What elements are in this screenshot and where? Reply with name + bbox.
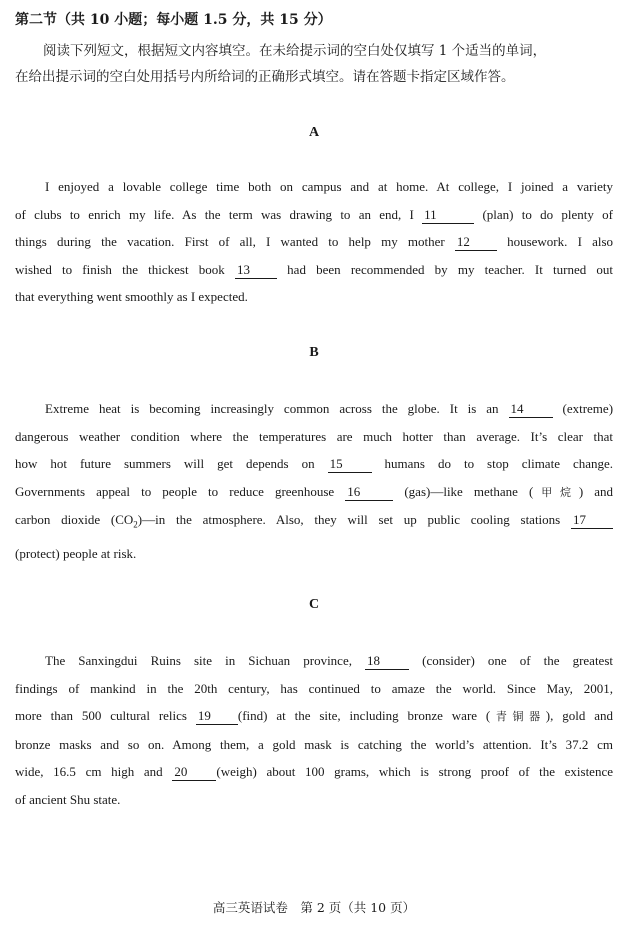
- text: things during the vacation. First of all, I wanted to help my mother: [15, 234, 445, 250]
- passage-a-heading: A: [308, 125, 320, 140]
- text: (plan) to do plenty of: [482, 206, 614, 222]
- text: (find) at the site, including bronze ware (: [237, 708, 491, 724]
- text: (gas)—like methane (: [404, 483, 534, 499]
- text: ), gold and: [545, 708, 614, 724]
- passage-b-heading: B: [309, 345, 319, 360]
- blank-11[interactable]: 11: [422, 207, 474, 224]
- blank-14[interactable]: 14: [509, 401, 553, 418]
- passage-c-heading: C: [308, 597, 320, 612]
- passage-c-line-1: [15, 647, 613, 675]
- section-title: 第二节（共 10 小题；每小题 1.5 分，共 15 分）: [15, 12, 332, 28]
- passage-b-line-6: (protect) people at risk.: [15, 545, 137, 561]
- text: of clubs to enrich my life. As the term was drawing to an end, I: [15, 206, 414, 222]
- passage-a: [15, 173, 613, 311]
- blank-16[interactable]: 16: [345, 484, 393, 501]
- text: how hot future summers will get depends on: [15, 456, 315, 472]
- text: carbon dioxide (CO: [15, 512, 134, 528]
- text: (extreme): [562, 401, 614, 416]
- passage-b-line-1: [15, 395, 613, 423]
- text: humans do to stop climate change.: [384, 456, 614, 472]
- subscript: 2: [133, 519, 138, 530]
- passage-b-line-5: [15, 506, 613, 539]
- passage-c-line-3: [15, 702, 613, 731]
- blank-20[interactable]: 20: [172, 764, 216, 781]
- passage-c-line-4: bronze masks and so on. Among them, a gold mask is catching the world’s attention. It’s 37.2 cm: [15, 736, 613, 752]
- passage-a-line-1: I enjoyed a lovable college time both on campus and at home. At college, I joined a variety: [45, 179, 613, 194]
- text: wide, 16.5 cm high and: [15, 764, 163, 780]
- text: housework. I also: [507, 234, 614, 250]
- text: Extreme heat is becoming increasingly common across the globe. It is an: [45, 401, 499, 416]
- passage-b-line-4: [15, 478, 613, 507]
- instruction-line-2: 在给出提示词的空白处用括号内所给词的正确形式填空。请在答题卡指定区域作答。: [15, 69, 515, 85]
- blank-18[interactable]: 18: [365, 653, 409, 670]
- section-instructions: [15, 38, 613, 90]
- text: (weigh) about 100 grams, which is strong proof of the existence: [216, 764, 613, 780]
- passage-b: [15, 395, 613, 567]
- passage-a-line-3: [15, 228, 613, 256]
- blank-13[interactable]: 13: [235, 262, 277, 279]
- passage-c-line-2: findings of mankind in the 20th century, has continued to amaze the world. Since May, 2001,: [15, 680, 613, 696]
- passage-c: [15, 647, 613, 814]
- text: had been recommended by my teacher. It turned out: [287, 261, 614, 277]
- passage-b-line-3: [15, 450, 613, 478]
- text: more than 500 cultural relics: [15, 708, 187, 724]
- blank-12[interactable]: 12: [455, 234, 497, 251]
- instruction-line-1: 阅读下列短文，根据短文内容填空。在未给提示词的空白处仅填写 1 个适当的单词，: [43, 43, 547, 59]
- text: (consider) one of the greatest: [422, 653, 614, 668]
- passage-a-line-4: [15, 256, 613, 284]
- text: wished to finish the thickest book: [15, 261, 225, 277]
- bronze-ware-chinese: 青铜器: [490, 710, 546, 724]
- blank-19[interactable]: 19: [196, 708, 238, 725]
- passage-b-line-2: dangerous weather condition where the temperatures are much hotter than average. It’s clear that: [15, 428, 613, 444]
- passage-c-line-5: [15, 758, 613, 786]
- text: Governments appeal to people to reduce greenhouse: [15, 483, 335, 499]
- text: The Sanxingdui Ruins site in Sichuan province,: [45, 653, 352, 668]
- text: ) and: [578, 483, 614, 499]
- passage-a-line-2: [15, 201, 613, 229]
- page-footer: 高三英语试卷 第 2 页（共 10 页）: [212, 900, 416, 915]
- blank-17[interactable]: 17: [571, 512, 613, 529]
- blank-15[interactable]: 15: [328, 456, 372, 473]
- methane-chinese: 甲烷: [533, 485, 579, 499]
- passage-a-line-5: that everything went smoothly as I expected.: [15, 289, 248, 305]
- text: )—in the atmosphere. Also, they will set up public cooling stations: [137, 512, 561, 528]
- passage-c-line-6: of ancient Shu state.: [15, 791, 121, 807]
